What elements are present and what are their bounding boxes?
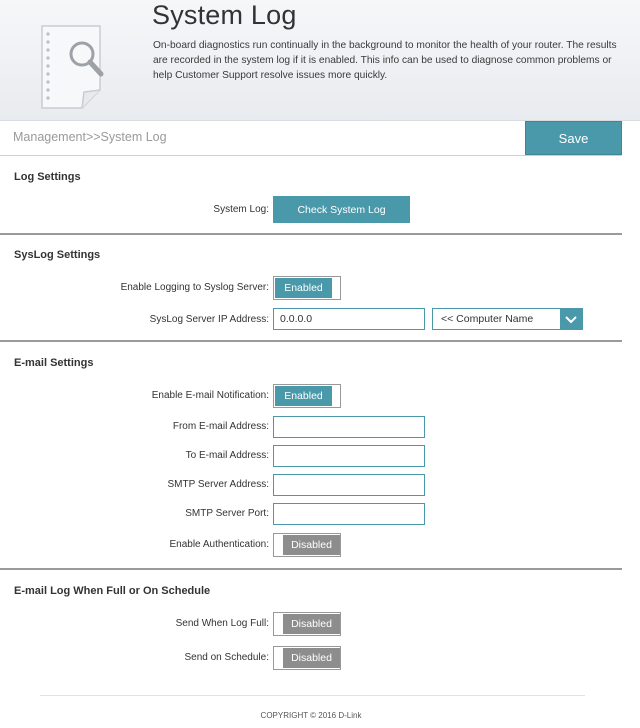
smtp-port-label: SMTP Server Port: (185, 508, 269, 519)
from-email-input[interactable] (273, 416, 425, 438)
section-title-email-log: E-mail Log When Full or On Schedule (14, 585, 211, 597)
enable-syslog-toggle[interactable] (273, 276, 341, 300)
page-title: System Log (152, 0, 297, 30)
breadcrumb: Management>>System Log (13, 130, 167, 144)
section-divider (0, 233, 622, 235)
page-header (0, 0, 640, 121)
computer-name-select[interactable] (432, 308, 583, 330)
to-email-label: To E-mail Address: (185, 450, 269, 461)
from-email-label: From E-mail Address: (172, 421, 269, 432)
toggle-state: Enabled (275, 386, 332, 406)
system-log-document-icon (34, 20, 114, 110)
toggle-state: Disabled (283, 648, 340, 668)
syslog-ip-input[interactable]: 0.0.0.0 (273, 308, 425, 330)
section-title-email-settings: E-mail Settings (14, 357, 94, 369)
enable-email-toggle[interactable] (273, 384, 341, 408)
section-divider (0, 568, 622, 570)
chevron-down-icon (560, 309, 582, 329)
enable-email-label: Enable E-mail Notification: (151, 390, 269, 401)
smtp-address-input[interactable] (273, 474, 425, 496)
toggle-state: Enabled (275, 278, 332, 298)
toggle-state: Disabled (283, 535, 340, 555)
toggle-state: Disabled (283, 614, 340, 634)
section-divider (0, 340, 622, 342)
save-button[interactable]: Save (525, 121, 622, 155)
footer-divider (40, 695, 585, 696)
send-log-full-label: Send When Log Full: (175, 618, 269, 629)
check-system-log-button[interactable]: Check System Log (273, 196, 410, 223)
divider (0, 155, 622, 156)
section-title-syslog-settings: SysLog Settings (14, 249, 101, 261)
section-title-log-settings: Log Settings (14, 171, 81, 183)
enable-auth-toggle[interactable] (273, 533, 341, 557)
send-log-full-toggle[interactable] (273, 612, 341, 636)
enable-syslog-label: Enable Logging to Syslog Server: (120, 282, 269, 293)
copyright: COPYRIGHT © 2016 D-Link (260, 711, 362, 720)
smtp-address-label: SMTP Server Address: (167, 479, 269, 490)
send-schedule-toggle[interactable] (273, 646, 341, 670)
system-log-label: System Log: (213, 204, 269, 215)
select-value: << Computer Name (441, 313, 534, 325)
send-schedule-label: Send on Schedule: (184, 652, 269, 663)
to-email-input[interactable] (273, 445, 425, 467)
smtp-port-input[interactable] (273, 503, 425, 525)
enable-auth-label: Enable Authentication: (169, 539, 269, 550)
syslog-ip-label: SysLog Server IP Address: (149, 314, 269, 325)
page-description: On-board diagnostics run continually in the background to monitor the health of your router. The results are recorded in the system log if it is enabled. This info can be used to diagnose common problems or help Customer Support resolve issues more quickly. (153, 40, 617, 81)
